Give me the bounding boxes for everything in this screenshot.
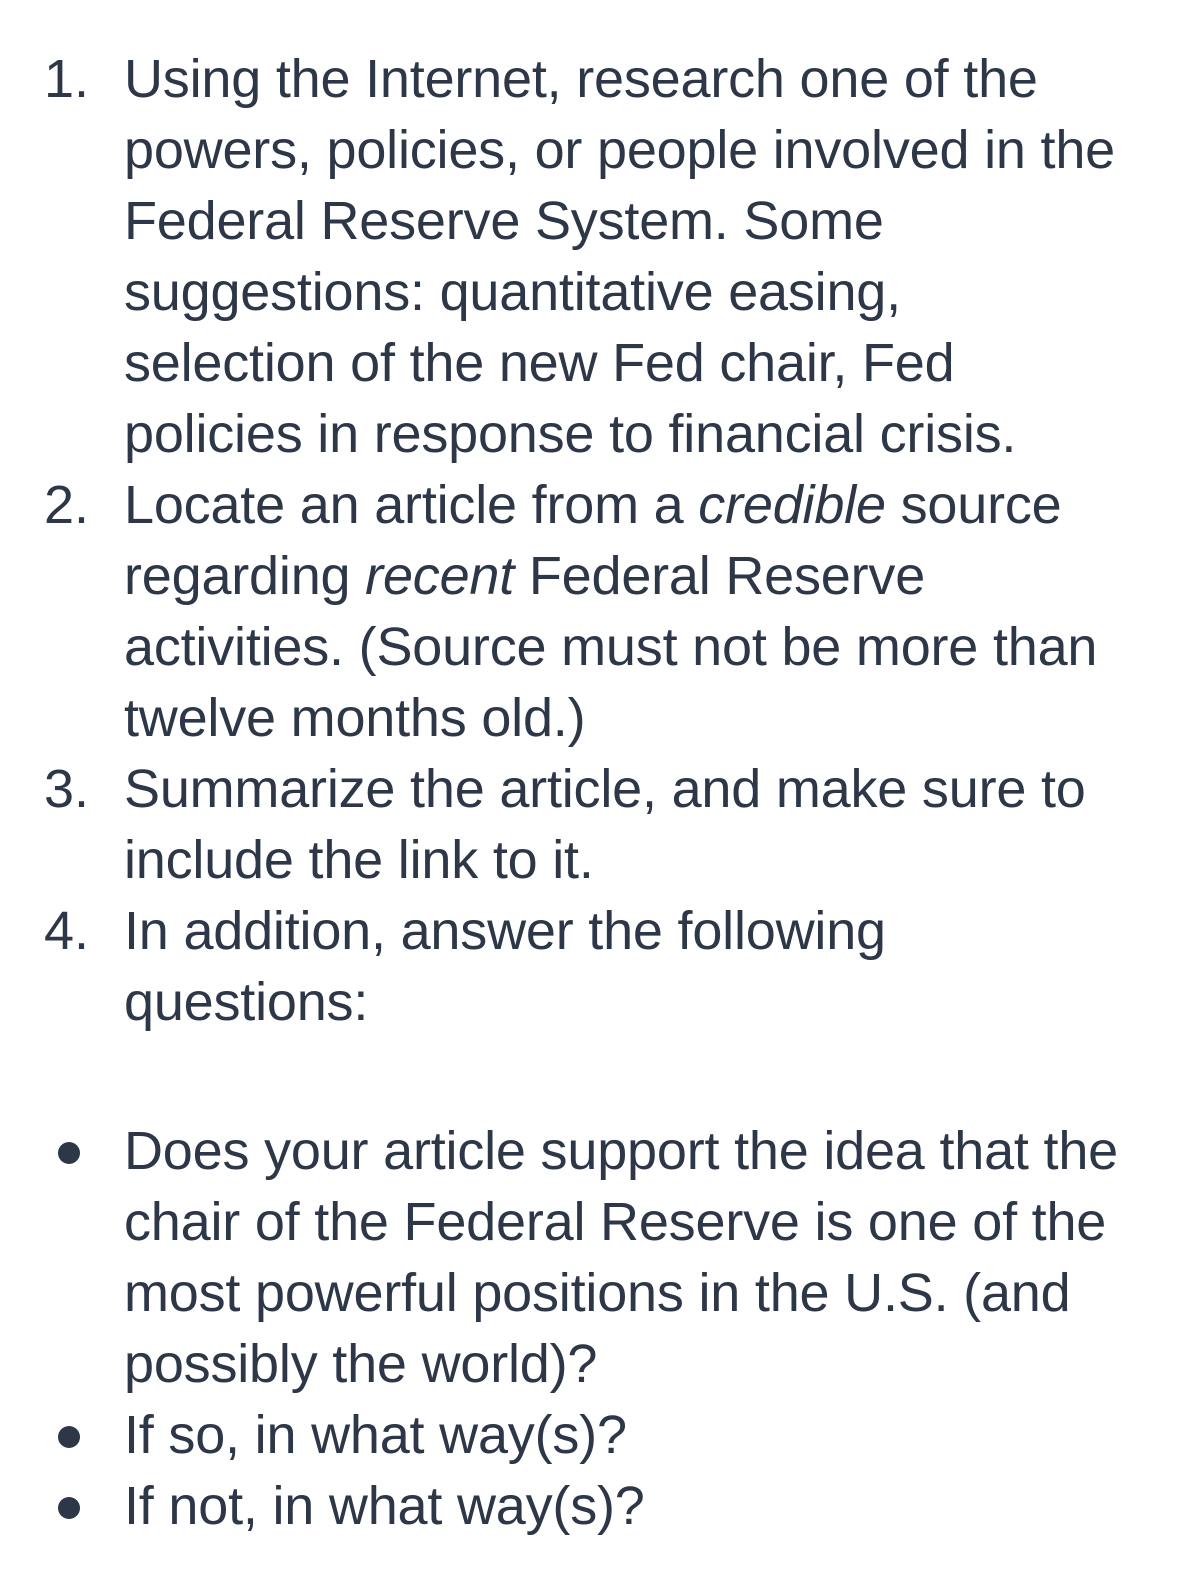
item-text-line: include the link to it.: [124, 830, 594, 890]
list-item-3: [0, 754, 1195, 896]
item-text-line: If not, in what way(s)?: [124, 1476, 645, 1536]
item-text-line: suggestions: quantitative easing,: [124, 262, 901, 322]
text-run: source: [885, 475, 1062, 535]
bullet-item-3: [0, 1471, 1195, 1542]
item-text-line: Federal Reserve System. Some: [124, 191, 884, 251]
bullet-dot-icon: [58, 1426, 80, 1448]
list-marker: 4.: [44, 901, 90, 961]
item-text-line: selection of the new Fed chair, Fed: [124, 333, 955, 393]
list-marker: 1.: [44, 49, 90, 109]
item-text-line: chair of the Federal Reserve is one of the: [124, 1192, 1107, 1252]
list-item-2: [0, 470, 1195, 754]
item-text-line: [0, 541, 1195, 612]
text-run: Locate an article from a: [124, 475, 699, 535]
list-item-4: [0, 896, 1195, 1038]
item-text-line: Does your article support the idea that the: [124, 1121, 1118, 1181]
item-text-line: Summarize the article, and make sure to: [124, 759, 1086, 819]
item-text-line: powers, policies, or people involved in the: [124, 120, 1115, 180]
list-marker: 3.: [44, 759, 90, 819]
list-marker: 2.: [44, 475, 90, 535]
item-text-line: questions:: [124, 972, 369, 1032]
list-item-1: [0, 44, 1195, 470]
bullet-item-1: [0, 1116, 1195, 1400]
emphasis-credible: credible: [698, 475, 886, 535]
text-run: regarding: [124, 546, 366, 606]
item-text-line: twelve months old.): [124, 688, 586, 748]
emphasis-recent: recent: [365, 546, 515, 606]
list-spacer: [0, 1038, 1195, 1116]
item-text-line: activities. (Source must not be more than: [124, 617, 1098, 677]
item-text-line: [0, 470, 1195, 541]
bullet-dot-icon: [58, 1497, 80, 1519]
item-text-line: In addition, answer the following: [124, 901, 886, 961]
bullet-item-2: [0, 1400, 1195, 1471]
item-text-line: Using the Internet, research one of the: [124, 49, 1038, 109]
bullet-dot-icon: [58, 1142, 80, 1164]
text-run: Federal Reserve: [514, 546, 926, 606]
item-text-line: most powerful positions in the U.S. (and: [124, 1263, 1071, 1323]
item-text-line: If so, in what way(s)?: [124, 1405, 627, 1465]
item-text-line: possibly the world)?: [124, 1334, 598, 1394]
item-text-line: policies in response to financial crisis.: [124, 404, 1017, 464]
document-body: [0, 44, 1195, 1542]
